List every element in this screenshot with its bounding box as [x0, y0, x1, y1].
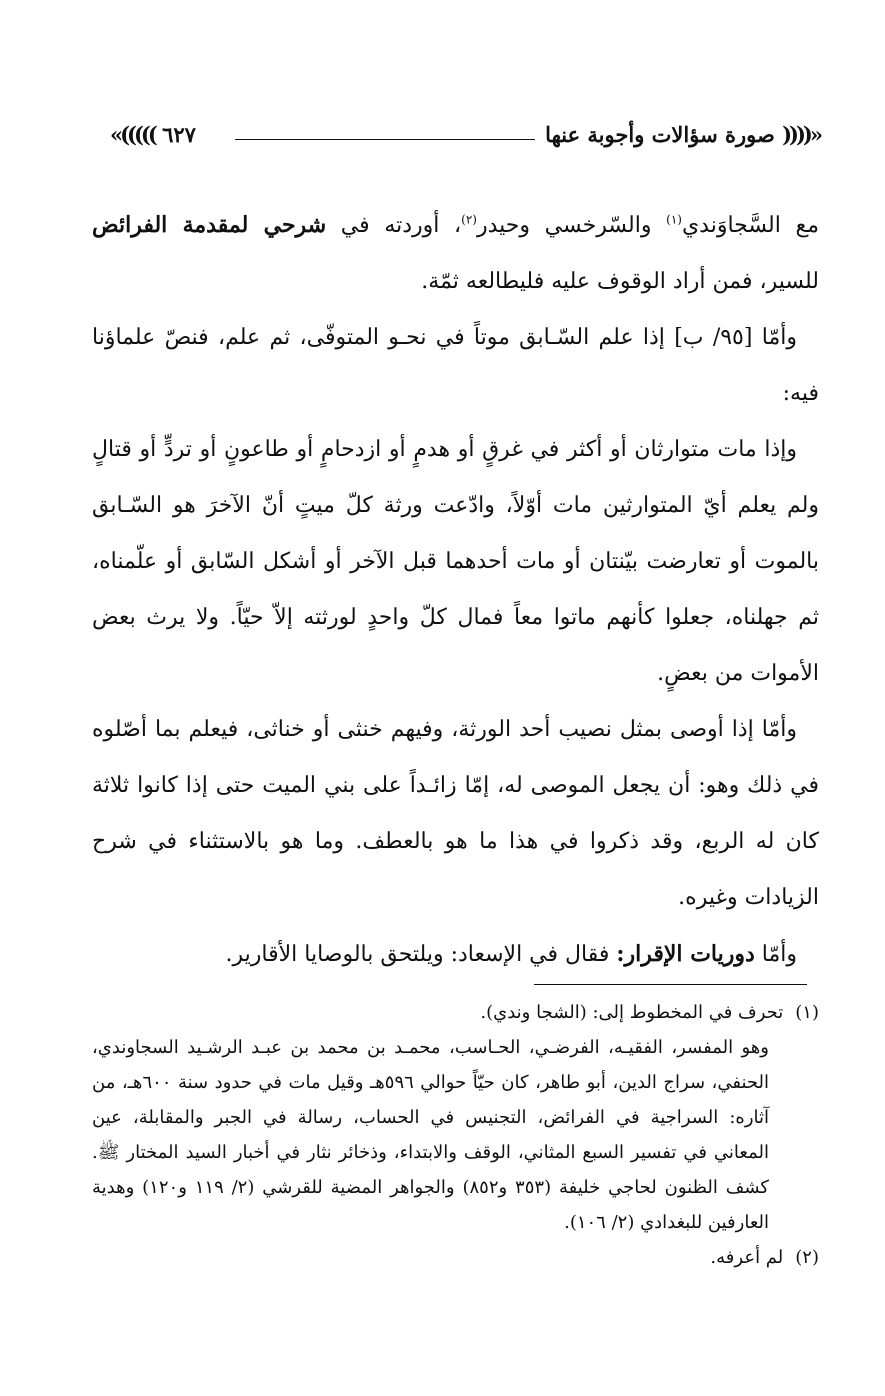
footnote-1-body: وهو المفسر، الفقيـه، الفرضـي، الحـاسب، محمـد بن محمد بن عبـد الرشـيد السجاوندي، الحنفي، سراج الدين، أبو طاهر، كان حيّاً حوالي ٥٩٦هـ وقيل مات في حدود سنة ٦٠٠هـ، من آثاره: السراجية في الفرائض، التجنيس في الحساب، رسالة في الجبر والمقابلة، عين المعاني في تفسير السبع المثاني، الوقف والابتداء، وذخائر نثار في أخبار السيد المختار ﷺ. كشف الظنون لحاجي خليفة (٣٥٣ و٨٥٢) والجواهر المضية للقرشي (٢/ ١١٩ و١٢٠) وهدية العارفين للبغدادي (٢/ ١٠٦). — [92, 1037, 770, 1233]
page-number — [110, 122, 196, 147]
text-run: والسّرخسي وحيدر — [476, 213, 667, 238]
text-run: فقال في الإسعاد: ويلتحق بالوصايا الأقارير. — [225, 942, 617, 967]
paragraph-2: وأمّا [٩٥/ ب] إذا علم السّـابق موتاً في نحـو المتوفّى، ثم علم، فنصّ علماؤنا فيه: — [92, 325, 819, 406]
paragraph-1 — [92, 197, 819, 310]
header-ornament-right: «(((( — [782, 122, 820, 147]
footnote-1-head — [92, 995, 819, 1030]
footnote-2-number: (٢) — [795, 1247, 819, 1268]
chapter-title — [545, 122, 820, 147]
text-run: مع السَّجاوَندي — [681, 213, 819, 238]
text-run: ، أوردته في — [326, 213, 462, 238]
footnotes — [92, 995, 819, 1275]
footnote-ref-1: (١) — [666, 212, 682, 227]
running-header — [110, 118, 820, 158]
footnote-2 — [92, 1240, 819, 1275]
paragraph-5 — [92, 926, 819, 983]
text-run: للسير، فمن أراد الوقوف عليه فليطالعه ثمّة. — [421, 269, 819, 294]
header-ornament-left: )))))» — [110, 122, 155, 147]
footnote-separator — [534, 984, 807, 985]
footnote-ref-2: (٢) — [461, 212, 477, 227]
footnote-2-text: لم أعرفه. — [710, 1247, 784, 1268]
text-run: وأمّا — [754, 942, 797, 967]
chapter-title-text: صورة سؤالات وأجوبة عنها — [545, 122, 775, 147]
footnote-1-number: (١) — [795, 1002, 819, 1023]
bold-title: شرحي لمقدمة الفرائض — [92, 212, 327, 238]
page-number-text: ٦٢٧ — [162, 122, 196, 147]
bold-term: دوريات الإقرار: — [616, 941, 755, 967]
footnote-1-line: تحرف في المخطوط إلى: (الشجا وندي). — [480, 1002, 784, 1023]
paragraph-4: وأمّا إذا أوصى بمثل نصيب أحد الورثة، وفيهم خنثى أو خناثى، فيعلم بما أصّلوه في ذلك وهو: أن يجعل الموصى له، إمّا زائـداً على بني الميت حتى إذا كانوا ثلاثة كان له الربع، وقد ذكروا في هذا ما هو بالعطف. وما هو بالاستثناء في شرح الزيادات وغيره. — [92, 717, 819, 910]
paragraph-3: وإذا مات متوارثان أو أكثر في غرقٍ أو هدمٍ أو ازدحامٍ أو طاعونٍ أو تردٍّ أو قتالٍ ولم يعلم أيّ المتوارثين مات أوّلاً، وادّعت ورثة كلّ ميتٍ أنّ الآخرَ هو السّـابق بالموت أو تعارضت بيّنتان أو مات أحدهما قبل الآخر أو أشكل السّابق أو علّمناه، ثم جهلناه، جعلوا كأنهم ماتوا معاً فمال كلّ واحدٍ لورثته إلاّ حيّاً. ولا يرث بعض الأموات من بعضٍ. — [92, 437, 819, 686]
main-text — [92, 197, 819, 983]
header-rule — [235, 139, 535, 140]
